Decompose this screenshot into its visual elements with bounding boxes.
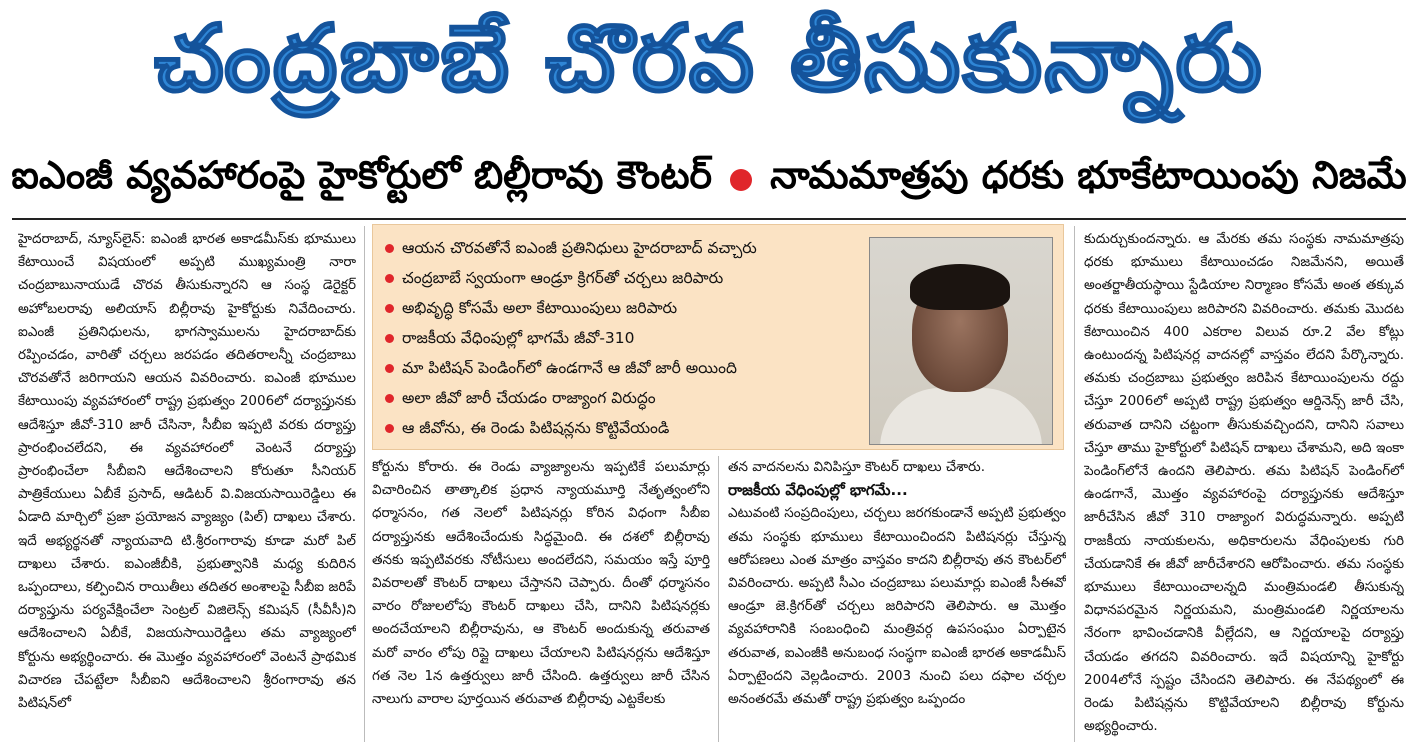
highlight-item	[385, 383, 855, 413]
highlight-text: అలా జీవో జారీ చేయడం రాజ్యాంగ విరుద్ధం	[402, 389, 656, 407]
highlight-item	[385, 353, 855, 383]
person-photo	[869, 237, 1053, 445]
column-divider	[364, 226, 365, 742]
highlight-text: మా పిటిషన్ పెండింగ్‌లో ఉండగానే ఆ జీవో జారీ అయింది	[402, 359, 737, 377]
article-text: తన వాదనలను వినిపిస్తూ కౌంటర్ దాఖలు చేశారు.	[728, 459, 986, 475]
highlight-item	[385, 263, 855, 293]
subhead-left: ఐఎంజీ వ్యవహారంపై హైకోర్టులో బిల్లీరావు కౌంటర్	[11, 153, 713, 197]
article-column-4	[1084, 228, 1404, 742]
top-rule	[12, 218, 1406, 220]
highlight-item	[385, 293, 855, 323]
highlight-text: చంద్రబాబే స్వయంగా ఆండ్రూ క్రిగర్‌తో చర్చలు జరిపారు	[402, 269, 724, 287]
bullet-icon	[385, 424, 394, 433]
article-column-3	[728, 456, 1066, 742]
photo-shirt	[880, 388, 1042, 445]
article-text: ఎటువంటి సంప్రదింపులు, చర్చలు జరగకుండానే అప్పటి ప్రభుత్వం తమ సంస్థకు భూములు కేటాయించిందని పిటిషనర్లు చేస్తున్న ఆరోపణలు ఎంత మాత్రం వాస్తవం కాదని బిల్లీరావు తన కౌంటర్‌లో వివరించారు. అప్పటి సీఎం చంద్రబాబు పలుమార్లు ఐఎంజీ సీఈవో ఆండ్రూ జె.క్రిగర్‌తో చర్చలు జరిపారని తెలిపారు. ఆ మొత్తం వ్యవహారానికి సంబంధించి మంత్రివర్గ ఉపసంఘం ఏర్పాటైన తరువాత, ఐఎంజీకి అనుబంధ సంస్థగా ఐఎంజీ భారత అకాడమీస్ ఏర్పాటైందని వెల్లడించారు. 2003 నుంచి పలు దఫాల చర్చల అనంతరమే తమతో రాష్ట్ర ప్రభుత్వం ఒప్పందం	[728, 505, 1066, 708]
highlight-text: ఆ జీవోను, ఈ రెండు పిటిషన్లను కొట్టివేయండి	[402, 419, 670, 437]
headline: చంద్రబాబే చొరవ తీసుకున్నారు	[154, 5, 1264, 112]
column-divider	[1074, 226, 1075, 742]
highlight-text: రాజకీయ వేధింపుల్లో భాగమే జీవో-310	[402, 329, 635, 347]
column-divider	[718, 456, 719, 742]
highlight-item	[385, 323, 855, 353]
section-subheading: రాజకీయ వేధింపుల్లో భాగమే...	[728, 481, 908, 500]
bullet-icon	[385, 274, 394, 283]
article-column-2	[372, 456, 710, 742]
photo-hair	[910, 264, 1010, 310]
highlight-text: ఆయన చొరవతోనే ఐఎంజీ ప్రతినిధులు హైదరాబాద్ వచ్చారు	[402, 239, 757, 257]
subhead-separator-dot	[730, 169, 752, 191]
article-text: హైదరాబాద్, న్యూస్‌లైన్: ఐఎంజీ భారత అకాడమీస్‌కు భూములు కేటాయించే విషయంలో అప్పటి ముఖ్యమంత్రి నారా చంద్రబాబునాయుడే చొరవ తీసుకున్నారని ఆ సంస్థ డెరైక్టర్ అహోబలరావు అలియాస్ బిల్లీరావు హైకోర్టుకు నివేదించారు. ఐఎంజీ ప్రతినిధులను, భాగస్వాములను హైదరాబాద్‌కు రప్పించడం, వారితో చర్చలు జరపడం తదితరాలన్నీ చంద్రబాబు చొరవతోనే జరిగాయని ఆయన వివరించారు. ఐఎంజీ భూముల కేటాయింపు వ్యవహారంలో రాష్ట్ర ప్రభుత్వం 2006లో దర్యాప్తునకు ఆదేశిస్తూ జీవో-310 జారీ చేసినా, సీబీఐ ఇప్పటి వరకు దర్యాప్తు ప్రారంభించలేదని, ఈ వ్యవహారంలో వెంటనే దర్యాప్తు ప్రారంభించేలా సీబీఐని ఆదేశించాలని కోరుతూ సీనియర్ పాత్రికేయులు ఏబీకే ప్రసాద్, ఆడిటర్ వి.విజయసాయిరెడ్డిలు ఈ ఏడాది మార్చిలో ప్రజా ప్రయోజన వ్యాజ్యం (పిల్) దాఖలు చేశారు. ఇదే అభ్యర్థనతో న్యాయవాది టి.శ్రీరంగారావు కూడా మరో పిల్ దాఖలు చేశారు. ఐఎంజీబీకి, ప్రభుత్వానికి మధ్య కుదిరిన ఒప్పందాలు, కల్పించిన రాయితీలు తదితర అంశాలపై సీబీఐ జరిపే దర్యాప్తును పర్యవేక్షించేలా సెంట్రల్ విజిలెన్స్ కమిషన్ (సీవీసీ)ని ఆదేశించాలని ఏబీకే, విజయసాయిరెడ్డిలు తమ వ్యాజ్యంలో కోర్టును అభ్యర్థించారు. ఈ మొత్తం వ్యవహారంలో వెంటనే ప్రాథమిక విచారణ చేపట్టేలా సీబీఐని ఆదేశించాలని శ్రీరంగారావు తన పిటిషన్‌లో	[18, 231, 356, 712]
article-column-1	[18, 228, 356, 742]
subhead-right: నామమాత్రపు ధరకు భూకేటాయింపు నిజమే	[770, 153, 1407, 197]
highlight-item	[385, 233, 855, 263]
bullet-icon	[385, 364, 394, 373]
highlights-list	[385, 233, 855, 443]
highlight-text: అభివృద్ధి కోసమే అలా కేటాయింపులు జరిపారు	[402, 299, 678, 317]
bullet-icon	[385, 334, 394, 343]
highlights-box	[372, 224, 1064, 450]
article-text: కోర్టును కోరారు. ఈ రెండు వ్యాజ్యాలను ఇప్పటికే పలుమార్లు విచారించిన తాత్కాలిక ప్రధాన న్యాయమూర్తి నేతృత్వంలోని ధర్మాసనం, గత నెలలో పిటిషనర్లు కోరిన విధంగా సీబీఐ దర్యాప్తునకు ఆదేశించేందుకు సిద్ధమైంది. ఈ దశలో బిల్లీరావు తనకు ఇప్పటివరకు నోటీసులు అందలేదని, సమయం ఇస్తే పూర్తి వివరాలతో కౌంటర్ దాఖలు చేస్తానని చెప్పారు. దీంతో ధర్మాసనం వారం రోజులలోపు కౌంటర్ దాఖలు చేసి, దానిని పిటిషనర్లకు అందచేయాలని బిల్లీరావును, ఆ కౌంటర్ అందుకున్న తరువాత మరో వారం లోపు రిప్లై దాఖలు చేయాలని పిటిషనర్లను ఆదేశిస్తూ గత నెల 1న ఉత్తర్వులు జారీ చేసింది. ఉత్తర్వులు జారీ చేసిన నాలుగు వారాల పూర్తయిన తరువాత బిల్లీరావు ఎట్టకేలకు	[372, 459, 710, 708]
bullet-icon	[385, 304, 394, 313]
subheadline	[0, 148, 1418, 212]
highlight-item	[385, 413, 855, 443]
bullet-icon	[385, 394, 394, 403]
article-text: కుదుర్చుకుందన్నారు. ఆ మేరకు తమ సంస్థకు నామమాత్రపు ధరకు భూములు కేటాయించడం నిజమేనని, అయితే అంతర్జాతీయస్థాయి స్టేడియాల నిర్మాణం కోసమే అంత తక్కువ ధరకు కేటాయింపులు జరిపారని వివరించారు. తమకు మొదట కేటాయించిన 400 ఎకరాల విలువ రూ.2 వేల కోట్లు ఉంటుందన్న పిటిషనర్ల వాదనల్లో వాస్తవం లేదని పేర్కొన్నారు. తమకు చంద్రబాబు ప్రభుత్వం జరిపిన కేటాయింపులను రద్దు చేస్తూ 2006లో అప్పటి రాష్ట్ర ప్రభుత్వం ఆర్డినెన్స్ జారీ చేసి, తరువాత దానిని చట్టంగా తీసుకువచ్చిందని, దానిని సవాలు చేస్తూ తాము హైకోర్టులో పిటిషన్ దాఖలు చేశామని, అది ఇంకా పెండింగ్‌లోనే ఉందని తెలిపారు. తమ పిటిషన్ పెండింగ్‌లో ఉండగానే, మొత్తం వ్యవహారంపై దర్యాప్తునకు ఆదేశిస్తూ జారీచేసిన జీవో 310 రాజ్యాంగ విరుద్ధమన్నారు. అప్పటి రాజకీయ నాయకులను, అధికారులను వేధింపులకు గురి చేయడానికే ఈ జీవో జారీచేశారని ఆరోపించారు. తమ సంస్థకు భూములు కేటాయించాలన్నది మంత్రిమండలి తీసుకున్న విధానపరమైన నిర్ణయమని, మంత్రిమండలి నిర్ణయాలను నేరంగా భావించడానికి వీల్లేదని, ఆ నిర్ణయాలపై దర్యాప్తు చేయడం తగదని వివరించారు. ఇదే విషయాన్ని హైకోర్టు 2004లోనే స్పష్టం చేసిందని తెలిపారు. ఈ నేపథ్యంలో ఈ రెండు పిటిషన్లను కొట్టివేయాలని బిల్లీరావు కోర్టును అభ్యర్థించారు.	[1084, 231, 1404, 735]
bullet-icon	[385, 244, 394, 253]
